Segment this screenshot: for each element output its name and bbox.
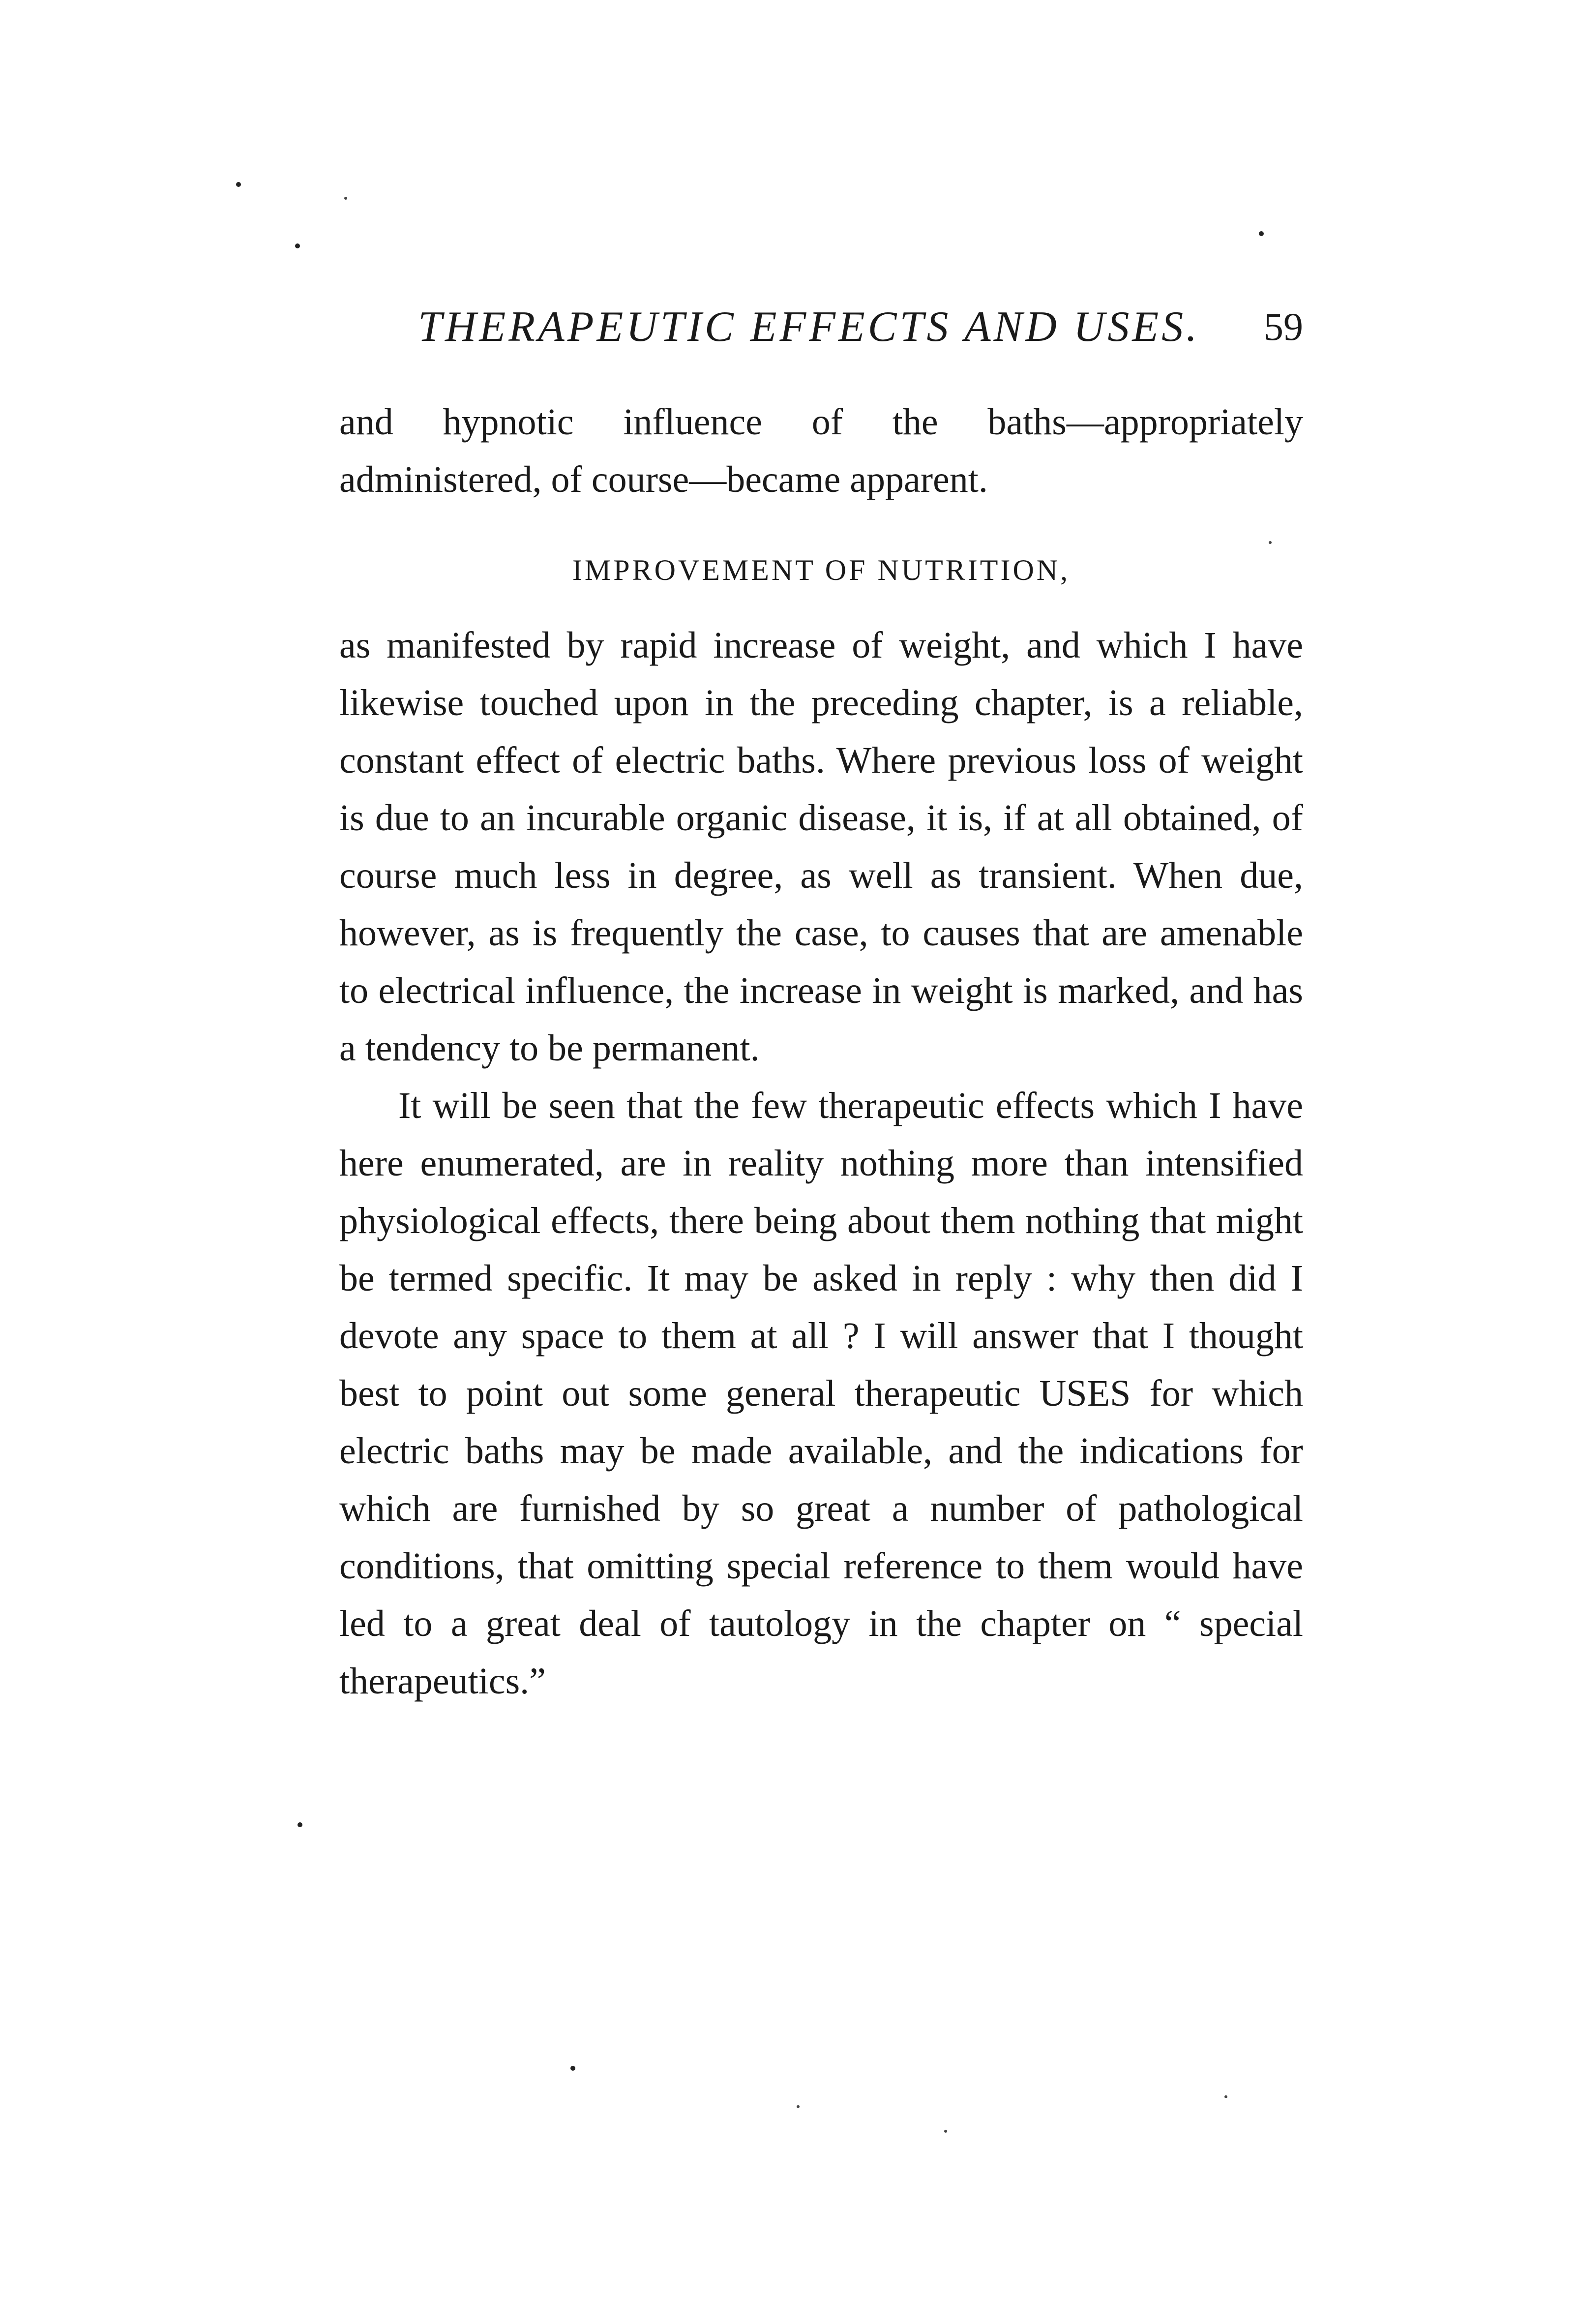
paragraph: and hypnotic influence of the baths—appropriately administered, of course—became apparent. (339, 401, 1303, 500)
print-speck (236, 182, 241, 187)
print-speck (944, 2130, 947, 2133)
body-text (339, 393, 1303, 1710)
section-heading: IMPROVEMENT OF NUTRITION, (572, 554, 1071, 586)
print-speck (570, 2066, 575, 2071)
print-speck (295, 243, 300, 248)
print-speck (1224, 2095, 1227, 2098)
running-title: THERAPEUTIC EFFECTS AND USES. (418, 303, 1200, 351)
page-number: 59 (1264, 305, 1303, 349)
page-header (339, 300, 1303, 354)
print-speck (344, 197, 347, 200)
print-speck (1259, 231, 1264, 236)
print-speck (298, 1822, 302, 1827)
paragraph: It will be seen that the few therapeutic effects which I have here enumerated, are in reality nothing more than intensified physiological effects, there being about them nothing that might be termed specific. It may be asked in reply : why then did I devote any space to them at all ? I will answer that I thought best to point out some general therapeutic USES for which electric baths may be made available, and the indications for which are furnished by so great a number of pathological conditions, that omitting special reference to them would have led to a great deal of tautology in the chapter on “ special therapeutics.” (339, 1085, 1303, 1702)
print-speck (797, 2105, 800, 2108)
paragraph: as manifested by rapid increase of weight, and which I have likewise touched upon in the preceding chapter, is a reliable, constant effect of electric baths. Where previous loss of weight is due to an incurable organic disease, it is, if at all obtained, of course much less in degree, as well as transient. When due, however, as is frequently the case, to causes that are amenable to electrical influence, the increase in weight is marked, and has a tendency to be permanent. (339, 625, 1303, 1069)
